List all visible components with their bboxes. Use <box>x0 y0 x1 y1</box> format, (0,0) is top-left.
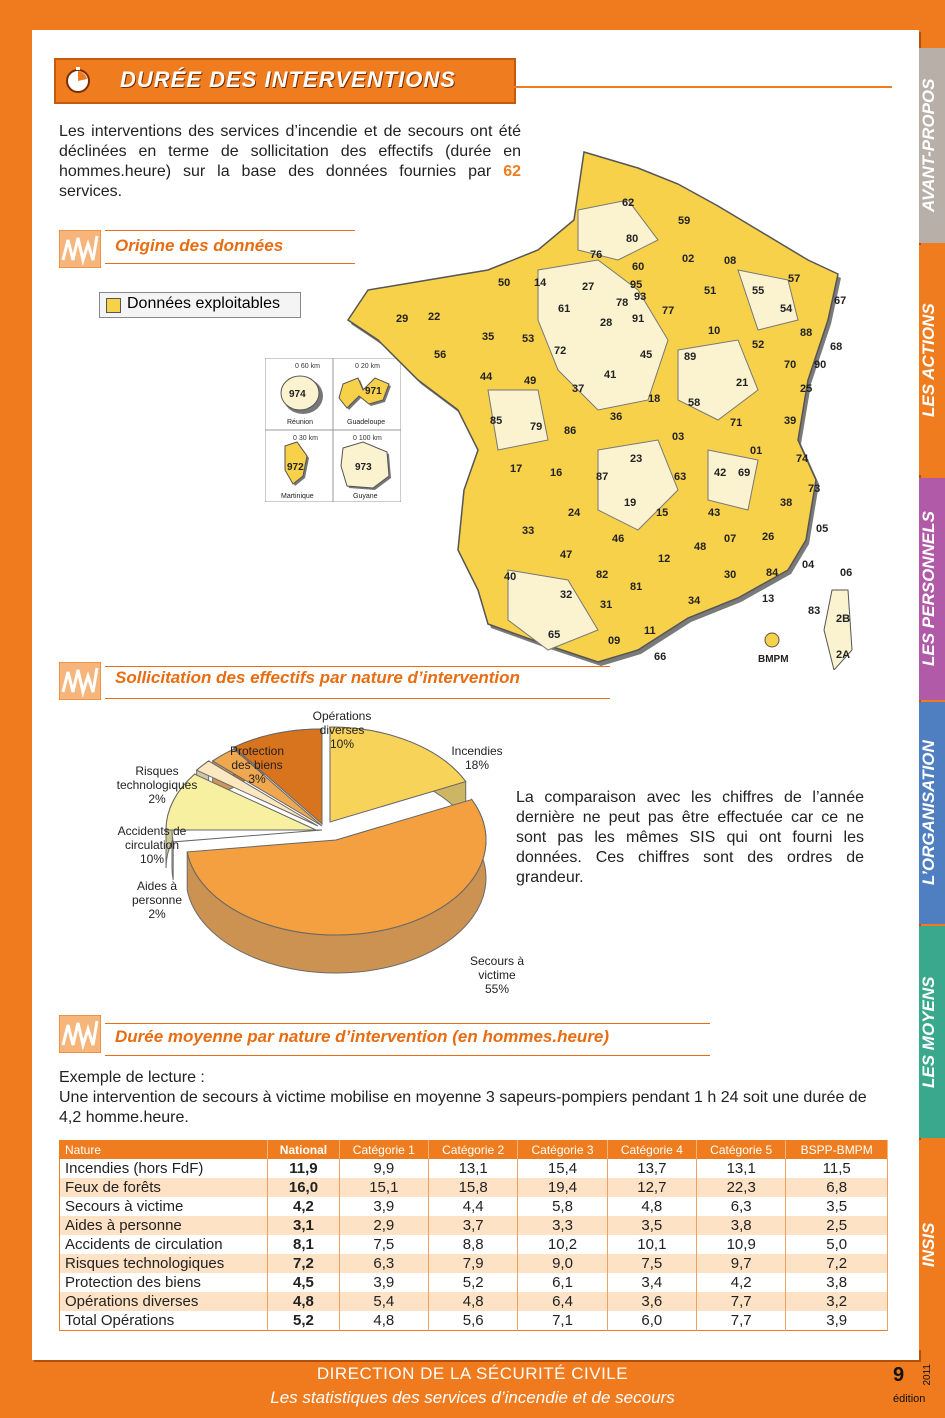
department-label: 51 <box>704 285 717 297</box>
department-label: 12 <box>658 553 671 565</box>
pie-label: des biens <box>231 758 283 772</box>
chart-icon <box>59 1015 101 1053</box>
table-cell: 6,4 <box>518 1292 607 1311</box>
table-cell: 5,2 <box>268 1311 339 1331</box>
table-cell: 4,2 <box>697 1273 786 1292</box>
table-cell: 7,9 <box>429 1254 518 1273</box>
department-label: 38 <box>780 497 793 509</box>
table-header-cell: Catégorie 1 <box>339 1141 428 1160</box>
department-label: 18 <box>648 393 661 405</box>
svg-text:Réunion: Réunion <box>287 419 314 426</box>
table-row <box>60 1254 888 1273</box>
table-cell: 22,3 <box>697 1178 786 1197</box>
pie-label: diverses <box>319 723 365 737</box>
table-cell: 6,3 <box>339 1254 428 1273</box>
example-text: Une intervention de secours à victime mobilise en moyenne 3 sapeurs-pompiers pendant 1 h 24 soit une durée de 4,2 homme.heure. <box>59 1089 867 1126</box>
table-cell: Protection des biens <box>60 1273 268 1292</box>
legend-label: Données exploitables <box>127 295 280 312</box>
tab-les-personnels[interactable]: LES PERSONNELS <box>919 478 945 700</box>
department-label: 78 <box>616 297 629 309</box>
pie-label: Protection <box>229 744 285 758</box>
department-label: 95 <box>630 279 643 291</box>
department-label: 01 <box>750 445 763 457</box>
department-label: 44 <box>480 371 493 383</box>
section-duree-title: Durée moyenne par nature d’intervention (en hommes.heure) <box>115 1027 610 1046</box>
department-label: 53 <box>522 333 535 345</box>
department-label: 30 <box>724 569 737 581</box>
table-cell: 7,1 <box>518 1311 607 1331</box>
intro-text: Les interventions des services d’incendie et de secours ont été déclinées en terme de sollicitation des effectifs (durée en hommes.heure) sur la base des données fournies par <box>59 123 521 180</box>
department-label: 32 <box>560 589 573 601</box>
example-label: Exemple de lecture : <box>59 1069 205 1086</box>
table-cell: 4,8 <box>607 1197 696 1216</box>
department-label: 23 <box>630 453 643 465</box>
table-header-cell: BSPP-BMPM <box>786 1141 888 1160</box>
svg-text:Guadeloupe: Guadeloupe <box>347 419 386 426</box>
table-header-cell: Nature <box>60 1141 268 1160</box>
department-label: 66 <box>654 651 667 663</box>
department-label: 36 <box>610 411 623 423</box>
department-label: 22 <box>428 311 441 323</box>
table-header <box>60 1141 888 1160</box>
table-cell: 2,5 <box>786 1216 888 1235</box>
table-cell: 15,1 <box>339 1178 428 1197</box>
table-cell: 8,1 <box>268 1235 339 1254</box>
department-label: 33 <box>522 525 535 537</box>
edition-year: 2011 <box>922 1364 933 1386</box>
department-label: 11 <box>644 625 656 637</box>
department-label: 67 <box>834 295 847 307</box>
table-cell: 6,0 <box>607 1311 696 1331</box>
department-label: 16 <box>550 467 563 479</box>
table-cell: 4,8 <box>339 1311 428 1331</box>
footer-org: DIRECTION DE LA SÉCURITÉ CIVILE <box>316 1364 629 1383</box>
department-label: 90 <box>814 359 827 371</box>
table-cell: 19,4 <box>518 1178 607 1197</box>
department-label: 81 <box>630 581 643 593</box>
title-rule <box>512 86 892 88</box>
pie-label: Aides à <box>136 879 178 893</box>
svg-text:0 60 km: 0 60 km <box>295 363 320 370</box>
duration-table <box>59 1140 888 1331</box>
svg-text:0 20 km: 0 20 km <box>355 363 380 370</box>
page-number: 9 <box>893 1364 905 1386</box>
table-cell: 10,2 <box>518 1235 607 1254</box>
section-origin <box>59 230 369 270</box>
department-label: 93 <box>634 291 647 303</box>
table-cell: 4,8 <box>268 1292 339 1311</box>
svg-text:973: 973 <box>355 462 372 473</box>
department-label: 69 <box>738 467 751 479</box>
table-cell: 5,2 <box>429 1273 518 1292</box>
table-cell: 10,1 <box>607 1235 696 1254</box>
tab-insis[interactable]: INSIS <box>919 1140 945 1350</box>
table-row <box>60 1159 888 1178</box>
table-header-cell: Catégorie 3 <box>518 1141 607 1160</box>
table-cell: 11,9 <box>268 1159 339 1178</box>
department-label: 50 <box>498 277 511 289</box>
department-label: 25 <box>800 383 813 395</box>
department-label: 2B <box>836 613 851 625</box>
department-label: 70 <box>784 359 797 371</box>
table-cell: 2,9 <box>339 1216 428 1235</box>
pie-label: 3% <box>248 772 266 786</box>
table-cell: 3,9 <box>786 1311 888 1331</box>
department-label: 41 <box>604 369 617 381</box>
department-label: 83 <box>808 605 821 617</box>
department-label: 40 <box>504 571 517 583</box>
table-cell: Feux de forêts <box>60 1178 268 1197</box>
table-cell: 3,7 <box>429 1216 518 1235</box>
pie-label: technologiques <box>116 778 198 792</box>
table-cell: 3,4 <box>607 1273 696 1292</box>
table-cell: Aides à personne <box>60 1216 268 1235</box>
department-label: 63 <box>674 471 687 483</box>
table-cell: Opérations diverses <box>60 1292 268 1311</box>
department-label: 86 <box>564 425 577 437</box>
table-cell: 13,1 <box>429 1159 518 1178</box>
table-header-cell: Catégorie 4 <box>607 1141 696 1160</box>
table-cell: 13,1 <box>697 1159 786 1178</box>
section-sollicitation-title: Sollicitation des effectifs par nature d’intervention <box>115 668 520 687</box>
department-label: 87 <box>596 471 609 483</box>
department-label: 19 <box>624 497 637 509</box>
department-label: 65 <box>548 629 561 641</box>
svg-text:Guyane: Guyane <box>353 493 378 500</box>
department-label: 17 <box>510 463 523 475</box>
table-cell: 7,2 <box>268 1254 339 1273</box>
department-label: 54 <box>780 303 793 315</box>
department-label: 43 <box>708 507 721 519</box>
pie-commentary: La comparaison avec les chiffres de l’année dernière ne peut pas être effectuée car ce ne sont pas les mêmes SIS qui ont fourni les données. Ces chiffres sont des ordres de grandeur. <box>516 789 864 886</box>
table-cell: Risques technologiques <box>60 1254 268 1273</box>
pie-label: personne <box>131 893 183 907</box>
pie-label: circulation <box>124 838 180 852</box>
tab-l-organisation[interactable]: L’ORGANISATION <box>919 702 945 924</box>
pie-label: 10% <box>139 852 165 866</box>
pie-label: Accidents de <box>117 824 187 838</box>
department-label: 34 <box>688 595 701 607</box>
department-label: 05 <box>816 523 829 535</box>
chart-icon <box>59 662 101 700</box>
title-bar <box>54 58 516 104</box>
department-label: 46 <box>612 533 625 545</box>
table-cell: 3,1 <box>268 1216 339 1235</box>
table-cell: Total Opérations <box>60 1311 268 1331</box>
table-row <box>60 1216 888 1235</box>
department-label: 15 <box>656 507 669 519</box>
department-label: 73 <box>808 483 821 495</box>
table-cell: 3,2 <box>786 1292 888 1311</box>
table-cell: 7,5 <box>339 1235 428 1254</box>
tab-les-moyens[interactable]: LES MOYENS <box>919 926 945 1138</box>
department-label: 14 <box>534 277 547 289</box>
pie-label: 2% <box>148 792 166 806</box>
department-label: 72 <box>554 345 567 357</box>
svg-text:BMPM: BMPM <box>758 654 789 665</box>
section-sollicitation <box>59 662 619 702</box>
table-cell: 6,3 <box>697 1197 786 1216</box>
pie-label: victime <box>478 968 516 982</box>
department-label: 47 <box>560 549 573 561</box>
table-cell: 4,5 <box>268 1273 339 1292</box>
table-cell: 3,3 <box>518 1216 607 1235</box>
section-origin-title: Origine des données <box>115 236 284 255</box>
legend-swatch <box>106 298 121 313</box>
table-cell: Secours à victime <box>60 1197 268 1216</box>
department-label: 55 <box>752 285 765 297</box>
map-legend <box>99 292 301 318</box>
table-row <box>60 1178 888 1197</box>
table-cell: 7,2 <box>786 1254 888 1273</box>
table-cell: 3,8 <box>786 1273 888 1292</box>
svg-text:972: 972 <box>287 462 304 473</box>
department-label: 49 <box>524 375 537 387</box>
table-row <box>60 1311 888 1331</box>
department-label: 58 <box>688 397 701 409</box>
department-label: 61 <box>558 303 571 315</box>
pie-label: 2% <box>148 907 166 921</box>
table-cell: 5,6 <box>429 1311 518 1331</box>
table-cell: 13,7 <box>607 1159 696 1178</box>
department-label: 06 <box>840 567 853 579</box>
department-label: 2A <box>836 649 851 661</box>
table-cell: 3,9 <box>339 1273 428 1292</box>
department-label: 60 <box>632 261 645 273</box>
department-label: 39 <box>784 415 797 427</box>
department-label: 77 <box>662 305 675 317</box>
table-row <box>60 1197 888 1216</box>
france-map <box>338 150 858 670</box>
tab-avant-propos[interactable]: AVANT-PROPOS <box>919 48 945 243</box>
chart-icon <box>59 230 101 268</box>
department-label: 89 <box>684 351 697 363</box>
department-label: 28 <box>600 317 613 329</box>
pie-chart <box>112 700 532 1030</box>
department-label: 62 <box>622 197 635 209</box>
department-label: 09 <box>608 635 621 647</box>
section-duree <box>59 1015 719 1055</box>
department-label: 08 <box>724 255 737 267</box>
department-label: 88 <box>800 327 813 339</box>
department-label: 59 <box>678 215 691 227</box>
department-label: 10 <box>708 325 721 337</box>
table-cell: 5,0 <box>786 1235 888 1254</box>
department-label: 26 <box>762 531 775 543</box>
department-label: 07 <box>724 533 737 545</box>
department-label: 48 <box>694 541 707 553</box>
intro-suffix: services. <box>59 183 123 200</box>
table-cell: 3,5 <box>786 1197 888 1216</box>
table-cell: 3,5 <box>607 1216 696 1235</box>
table-cell: 6,8 <box>786 1178 888 1197</box>
department-label: 91 <box>632 313 645 325</box>
department-label: 52 <box>752 339 765 351</box>
table-cell: 7,7 <box>697 1311 786 1331</box>
pie-label: Incendies <box>451 744 503 758</box>
pie-label: 18% <box>464 758 490 772</box>
pie-label: Secours à <box>469 954 525 968</box>
table-cell: Accidents de circulation <box>60 1235 268 1254</box>
table-cell: 11,5 <box>786 1159 888 1178</box>
department-label: 80 <box>626 233 639 245</box>
table-cell: 9,0 <box>518 1254 607 1273</box>
page <box>32 30 919 1360</box>
table-cell: 4,4 <box>429 1197 518 1216</box>
pie-slice <box>172 830 322 842</box>
svg-text:974: 974 <box>289 389 306 400</box>
department-label: 71 <box>730 417 743 429</box>
table-cell: 6,1 <box>518 1273 607 1292</box>
department-label: 29 <box>396 313 409 325</box>
table-row <box>60 1235 888 1254</box>
pie-label: Opérations <box>312 709 372 723</box>
example <box>59 1068 889 1128</box>
page-title: DURÉE DES INTERVENTIONS <box>120 67 456 92</box>
edition-label: édition <box>893 1393 926 1405</box>
pie-label: 55% <box>484 982 510 996</box>
department-label: 74 <box>796 453 809 465</box>
tab-les-actions[interactable]: LES ACTIONS <box>919 245 945 475</box>
department-label: 27 <box>582 281 595 293</box>
department-label: 82 <box>596 569 609 581</box>
table-row <box>60 1273 888 1292</box>
department-label: 31 <box>600 599 613 611</box>
table-row <box>60 1292 888 1311</box>
table-cell: Incendies (hors FdF) <box>60 1159 268 1178</box>
department-label: 13 <box>762 593 775 605</box>
table-cell: 12,7 <box>607 1178 696 1197</box>
department-label: 84 <box>766 567 779 579</box>
department-label: 24 <box>568 507 581 519</box>
department-label: 03 <box>672 431 685 443</box>
department-label: 56 <box>434 349 447 361</box>
table-cell: 7,5 <box>607 1254 696 1273</box>
stopwatch-icon <box>64 66 92 94</box>
pie-label: 10% <box>329 737 355 751</box>
department-label: 76 <box>590 249 603 261</box>
department-label: 57 <box>788 273 801 285</box>
department-label: 42 <box>714 467 727 479</box>
department-label: 79 <box>530 421 543 433</box>
department-label: 04 <box>802 559 815 571</box>
department-label: 02 <box>682 253 695 265</box>
department-label: 21 <box>736 377 749 389</box>
table-cell: 16,0 <box>268 1178 339 1197</box>
table-cell: 5,4 <box>339 1292 428 1311</box>
table-cell: 9,7 <box>697 1254 786 1273</box>
svg-text:0 30 km: 0 30 km <box>293 435 318 442</box>
table-header-cell: National <box>268 1141 339 1160</box>
svg-text:971: 971 <box>365 386 382 397</box>
table-cell: 10,9 <box>697 1235 786 1254</box>
table-cell: 15,4 <box>518 1159 607 1178</box>
table-header-cell: Catégorie 5 <box>697 1141 786 1160</box>
table-cell: 9,9 <box>339 1159 428 1178</box>
department-label: 37 <box>572 383 585 395</box>
table-cell: 8,8 <box>429 1235 518 1254</box>
table-cell: 5,8 <box>518 1197 607 1216</box>
table-cell: 7,7 <box>697 1292 786 1311</box>
svg-text:Martinique: Martinique <box>281 493 314 500</box>
table-cell: 4,8 <box>429 1292 518 1311</box>
table-cell: 3,9 <box>339 1197 428 1216</box>
footer-subtitle: Les statistiques des services d’incendie et de secours <box>270 1388 675 1407</box>
table-cell: 15,8 <box>429 1178 518 1197</box>
intro-count: 62 <box>503 163 521 180</box>
table-cell: 4,2 <box>268 1197 339 1216</box>
department-label: 35 <box>482 331 495 343</box>
table-cell: 3,6 <box>607 1292 696 1311</box>
department-label: 45 <box>640 349 653 361</box>
pie-label: Risques <box>135 764 179 778</box>
svg-text:0 100 km: 0 100 km <box>353 435 382 442</box>
department-label: 68 <box>830 341 843 353</box>
table-cell: 3,8 <box>697 1216 786 1235</box>
department-label: 85 <box>490 415 503 427</box>
table-header-cell: Catégorie 2 <box>429 1141 518 1160</box>
